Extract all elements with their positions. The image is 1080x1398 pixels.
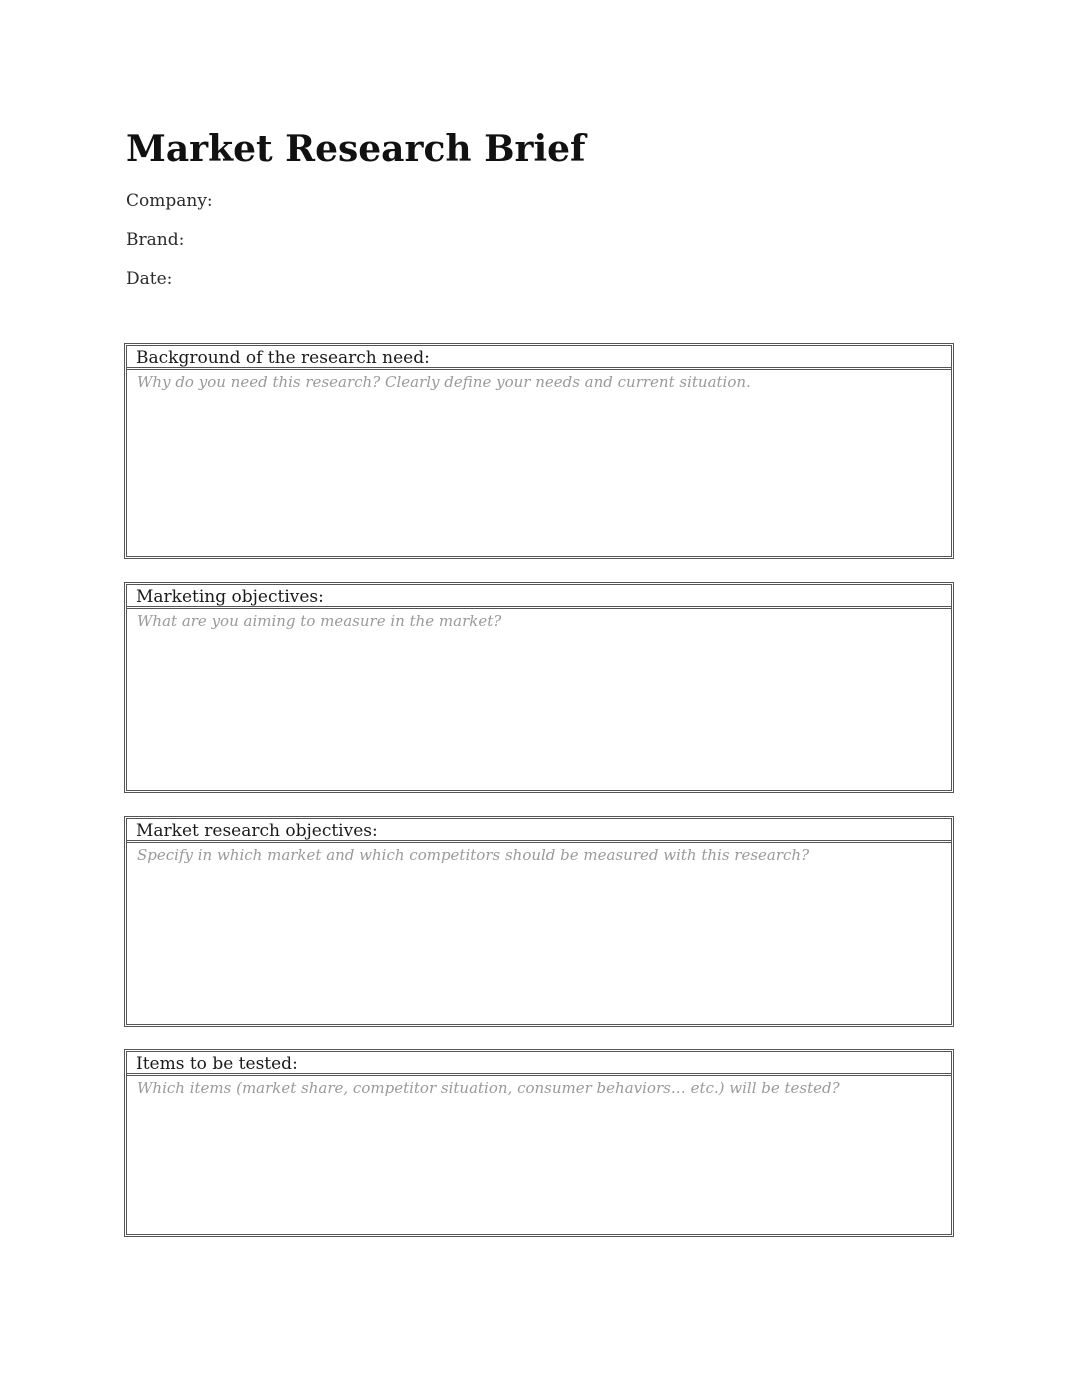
section-body-input[interactable]: What are you aiming to measure in the market? <box>137 612 502 630</box>
section-body-input[interactable]: Why do you need this research? Clearly define your needs and current situation. <box>137 373 751 391</box>
section-marketing-objectives <box>124 582 954 793</box>
section-heading: Marketing objectives: <box>127 585 951 609</box>
section-heading: Background of the research need: <box>127 346 951 370</box>
section-heading: Market research objectives: <box>127 819 951 843</box>
company-field-label: Company: <box>126 191 213 211</box>
brand-field-label: Brand: <box>126 230 185 250</box>
section-items-to-be-tested <box>124 1049 954 1237</box>
section-body-input[interactable]: Which items (market share, competitor situation, consumer behaviors… etc.) will be tested? <box>137 1079 840 1097</box>
section-market-research-objectives <box>124 816 954 1027</box>
page-title: Market Research Brief <box>126 128 586 170</box>
section-background <box>124 343 954 559</box>
section-body-input[interactable]: Specify in which market and which competitors should be measured with this research? <box>137 846 810 864</box>
date-field-label: Date: <box>126 269 173 289</box>
section-heading: Items to be tested: <box>127 1052 951 1076</box>
